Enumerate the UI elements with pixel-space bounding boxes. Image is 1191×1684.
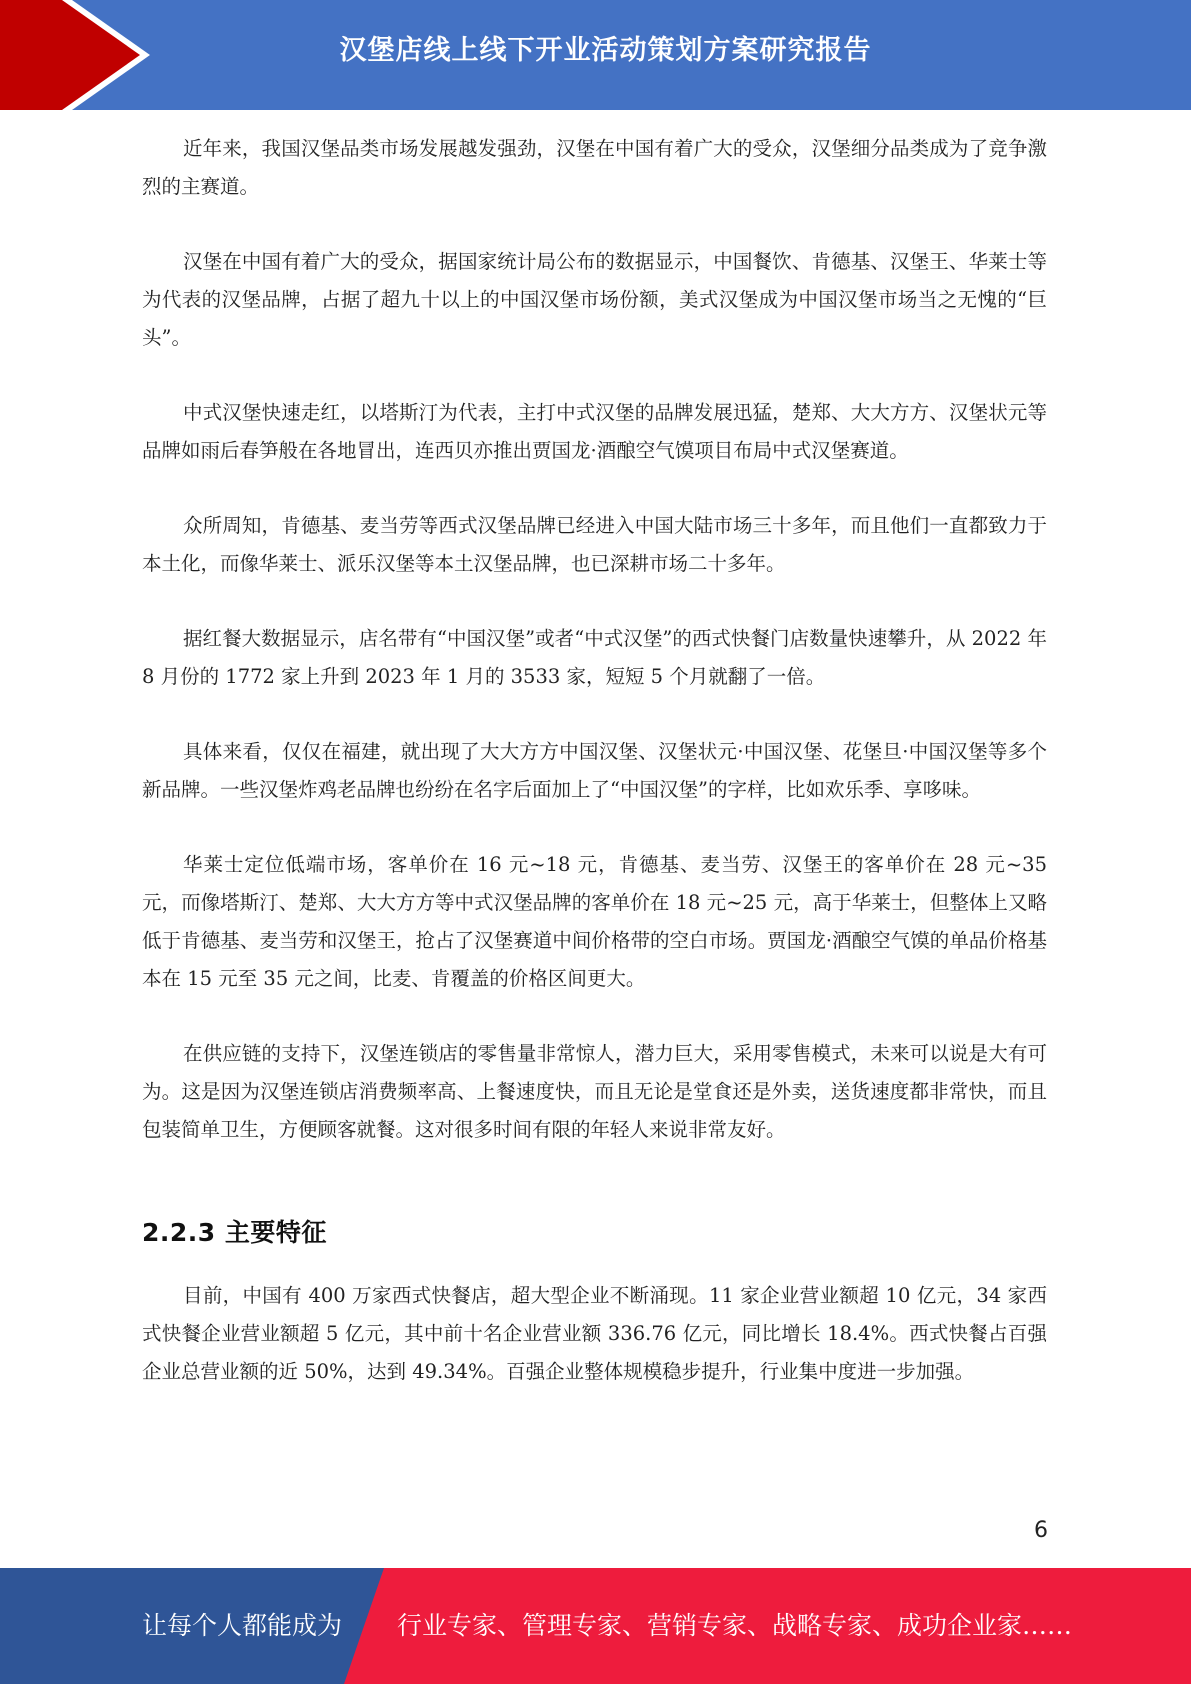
paragraph: 近年来，我国汉堡品类市场发展越发强劲，汉堡在中国有着广大的受众，汉堡细分品类成为了竞争激烈的主赛道。 — [142, 137, 1047, 198]
footer-slogan-right: 行业专家、管理专家、营销专家、战略专家、成功企业家…… — [397, 1611, 1073, 1640]
footer-slogan-left: 让每个人都能成为 — [142, 1611, 343, 1640]
paragraph: 汉堡在中国有着广大的受众，据国家统计局公布的数据显示，中国餐饮、肯德基、汉堡王、华莱士等为代表的汉堡品牌，占据了超九十以上的中国汉堡市场份额，美式汉堡成为中国汉堡市场当之无愧的“巨头”。 — [142, 250, 1047, 349]
paragraph: 华莱士定位低端市场，客单价在 16 元~18 元，肯德基、麦当劳、汉堡王的客单价在 28 元~35 元，而像塔斯汀、楚郑、大大方方等中式汉堡品牌的客单价在 18 元~25 元，高于华莱士，但整体上又略低于肯德基、麦当劳和汉堡王，抢占了汉堡赛道中间价格带的空白市场。贾国龙·酒酿空气馍的单品价格基本在 15 元至 35 元之间，比麦、肯覆盖的价格区间更大。 — [142, 853, 1047, 990]
paragraph: 中式汉堡快速走红，以塔斯汀为代表，主打中式汉堡的品牌发展迅猛，楚郑、大大方方、汉堡状元等品牌如雨后春笋般在各地冒出，连西贝亦推出贾国龙·酒酿空气馍项目布局中式汉堡赛道。 — [142, 401, 1047, 462]
page-number: 6 — [1034, 1518, 1048, 1543]
paragraph: 目前，中国有 400 万家西式快餐店，超大型企业不断涌现。11 家企业营业额超 10 亿元，34 家西式快餐企业营业额超 5 亿元，其中前十名企业营业额 336.76 亿元，同比增长 18.4%。西式快餐占百强企业总营业额的近 50%，达到 49.34%。百强企业整体规模稳步提升，行业集中度进一步加强。 — [142, 1284, 1047, 1383]
paragraph: 在供应链的支持下，汉堡连锁店的零售量非常惊人，潜力巨大，采用零售模式，未来可以说是大有可为。这是因为汉堡连锁店消费频率高、上餐速度快，而且无论是堂食还是外卖，送货速度都非常快，而且包装简单卫生，方便顾客就餐。这对很多时间有限的年轻人来说非常友好。 — [142, 1042, 1047, 1141]
paragraph: 据红餐大数据显示，店名带有“中国汉堡”或者“中式汉堡”的西式快餐门店数量快速攀升，从 2022 年 8 月份的 1772 家上升到 2023 年 1 月的 3533 家，短短 5 个月就翻了一倍。 — [142, 627, 1047, 688]
page-footer — [0, 1568, 1191, 1684]
paragraph: 众所周知，肯德基、麦当劳等西式汉堡品牌已经进入中国大陆市场三十多年，而且他们一直都致力于本土化，而像华莱士、派乐汉堡等本土汉堡品牌，也已深耕市场二十多年。 — [142, 514, 1047, 575]
main-content — [142, 130, 1047, 1428]
page-header — [0, 0, 1191, 110]
section-heading: 2.2.3 主要特征 — [142, 1218, 327, 1247]
paragraph: 具体来看，仅仅在福建，就出现了大大方方中国汉堡、汉堡状元·中国汉堡、花堡旦·中国汉堡等多个新品牌。一些汉堡炸鸡老品牌也纷纷在名字后面加上了“中国汉堡”的字样，比如欢乐季、享哆味。 — [142, 740, 1047, 801]
document-title: 汉堡店线上线下开业活动策划方案研究报告 — [339, 35, 872, 66]
